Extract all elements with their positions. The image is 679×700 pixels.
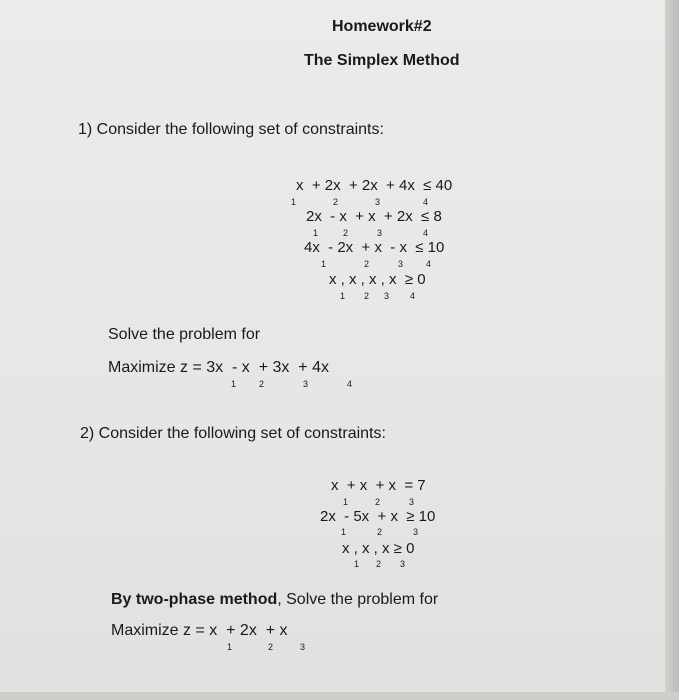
p2-objective: Maximize z = x + 2x + x xyxy=(111,622,288,639)
p2-constraint-2: 2x - 5x + x ≥ 10 xyxy=(320,508,436,525)
p1-c3-sub-4: 4 xyxy=(426,259,432,269)
p1-obj-sub-2: 2 xyxy=(259,379,265,389)
p2-obj-sub-2: 2 xyxy=(268,642,274,652)
p2-constraint-3: x , x , x ≥ 0 xyxy=(342,540,415,557)
p1-constraint-4: x , x , x , x ≥ 0 xyxy=(329,271,426,288)
p1-solve-text: Solve the problem for xyxy=(108,326,261,343)
p1-constraint-3: 4x - 2x + x - x ≤ 10 xyxy=(304,239,445,256)
p1-c3-sub-2: 2 xyxy=(364,259,370,269)
page-title: Homework#2 xyxy=(332,18,432,35)
p1-c1-sub-4: 4 xyxy=(423,197,429,207)
page-subtitle: The Simplex Method xyxy=(304,52,460,69)
p1-c2-sub-3: 3 xyxy=(377,228,383,238)
paper-edge-shadow xyxy=(665,0,679,700)
p2-c2-sub-1: 1 xyxy=(341,527,347,537)
p2-method-text xyxy=(111,591,438,609)
p1-c4-sub-2: 2 xyxy=(364,291,370,301)
p2-method-bold: By two-phase method xyxy=(111,591,278,608)
p1-constraint-2: 2x - x + x + 2x ≤ 8 xyxy=(306,208,442,225)
problem2-intro: 2) Consider the following set of constraints: xyxy=(80,425,386,442)
p2-c2-sub-2: 2 xyxy=(377,527,383,537)
p1-c2-sub-1: 1 xyxy=(313,228,319,238)
p2-c1-sub-3: 3 xyxy=(409,497,415,507)
p1-c1-sub-3: 3 xyxy=(375,197,381,207)
p1-c2-sub-4: 4 xyxy=(423,228,429,238)
p1-c1-sub-1: 1 xyxy=(291,197,297,207)
paper-bottom-shadow xyxy=(0,692,679,700)
p2-c3-sub-1: 1 xyxy=(354,559,360,569)
p1-c4-sub-1: 1 xyxy=(340,291,346,301)
p1-c4-sub-4: 4 xyxy=(410,291,416,301)
p2-obj-sub-3: 3 xyxy=(300,642,306,652)
p2-c1-sub-2: 2 xyxy=(375,497,381,507)
p2-c1-sub-1: 1 xyxy=(343,497,349,507)
p1-c1-sub-2: 2 xyxy=(333,197,339,207)
p1-c4-sub-3: 3 xyxy=(384,291,390,301)
p1-c2-sub-2: 2 xyxy=(343,228,349,238)
p2-c3-sub-2: 2 xyxy=(376,559,382,569)
p1-objective: Maximize z = 3x - x + 3x + 4x xyxy=(108,359,329,376)
p2-c2-sub-3: 3 xyxy=(413,527,419,537)
p2-constraint-1: x + x + x = 7 xyxy=(331,477,426,494)
problem1-intro: 1) Consider the following set of constraints: xyxy=(78,121,384,138)
p2-obj-sub-1: 1 xyxy=(227,642,233,652)
p2-c3-sub-3: 3 xyxy=(400,559,406,569)
p2-method-rest: , Solve the problem for xyxy=(277,591,439,608)
p1-c3-sub-1: 1 xyxy=(321,259,327,269)
p1-c3-sub-3: 3 xyxy=(398,259,404,269)
p1-obj-sub-3: 3 xyxy=(303,379,309,389)
p1-obj-sub-4: 4 xyxy=(347,379,353,389)
p1-constraint-1: x + 2x + 2x + 4x ≤ 40 xyxy=(296,177,453,194)
p1-obj-sub-1: 1 xyxy=(231,379,237,389)
